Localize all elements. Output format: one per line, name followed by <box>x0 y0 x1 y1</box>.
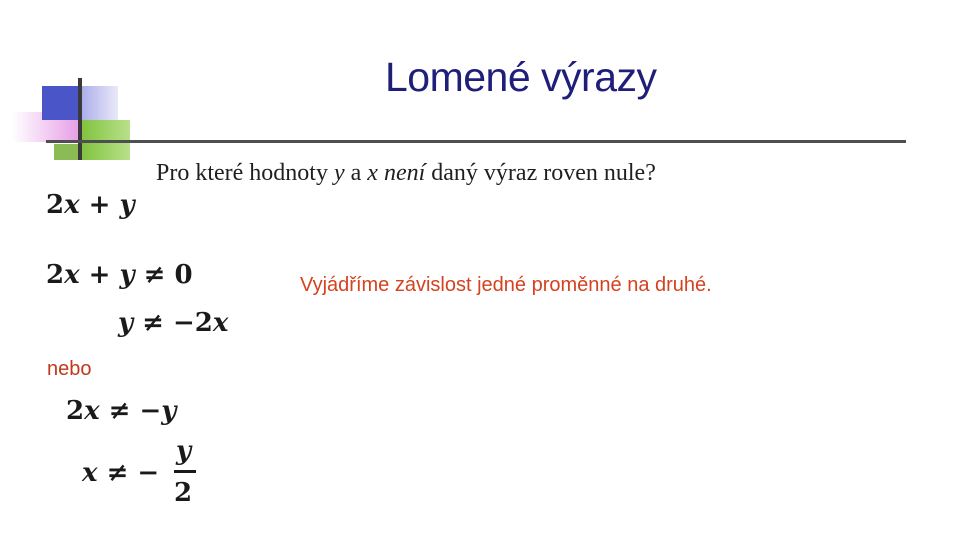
ineq3-neq: ≠ − <box>99 396 162 426</box>
ineq2-coef: 2 <box>194 308 213 338</box>
expression-coef: 2 <box>46 190 65 220</box>
inequality-3 <box>66 396 176 426</box>
note-text: Vyjádříme závislost jedné proměnné na druhé. <box>300 274 712 296</box>
decor-lilac-block <box>80 86 118 120</box>
ineq4-x: x <box>82 458 98 488</box>
question-part3: daný výraz roven nule? <box>425 160 656 186</box>
inequality-4 <box>82 458 159 488</box>
inequality-1 <box>46 260 193 290</box>
ineq1-rhs: 0 <box>174 260 193 290</box>
expression <box>46 190 135 220</box>
connector-nebo: nebo <box>47 358 92 380</box>
ineq1-coef: 2 <box>46 260 65 290</box>
ineq1-op: + <box>79 260 120 290</box>
ineq3-y: y <box>161 396 177 426</box>
question-part1: Pro které hodnoty <box>156 160 334 186</box>
fraction-numerator <box>176 436 191 466</box>
fraction-denominator <box>174 478 192 508</box>
ineq4-numerator: y <box>176 436 192 466</box>
question-text <box>156 160 656 187</box>
decor-blue-block <box>42 86 82 120</box>
ineq3-x: x <box>84 396 100 426</box>
expression-op: + <box>79 190 120 220</box>
ineq4-neq: ≠ − <box>97 458 160 488</box>
inequality-2 <box>118 308 228 338</box>
decor-vertical-line <box>78 78 82 160</box>
ineq3-coef: 2 <box>66 396 85 426</box>
ineq1-x: x <box>64 260 80 290</box>
ineq2-x: x <box>212 308 229 338</box>
question-var-x: x <box>367 160 378 186</box>
ineq1-y: y <box>119 260 135 290</box>
question-emphasis: není <box>383 160 426 186</box>
title-underline <box>46 140 906 143</box>
ineq1-neq: ≠ <box>134 260 175 290</box>
expression-y: y <box>119 190 135 220</box>
fraction-bar <box>174 470 196 473</box>
question-var-y: y <box>333 160 345 186</box>
slide-title: Lomené výrazy <box>385 54 657 100</box>
ineq2-neq: ≠ − <box>133 308 195 338</box>
ineq2-y: y <box>118 308 134 338</box>
question-part2: a <box>344 160 368 186</box>
ineq4-denominator: 2 <box>174 478 193 508</box>
expression-x: x <box>64 190 80 220</box>
